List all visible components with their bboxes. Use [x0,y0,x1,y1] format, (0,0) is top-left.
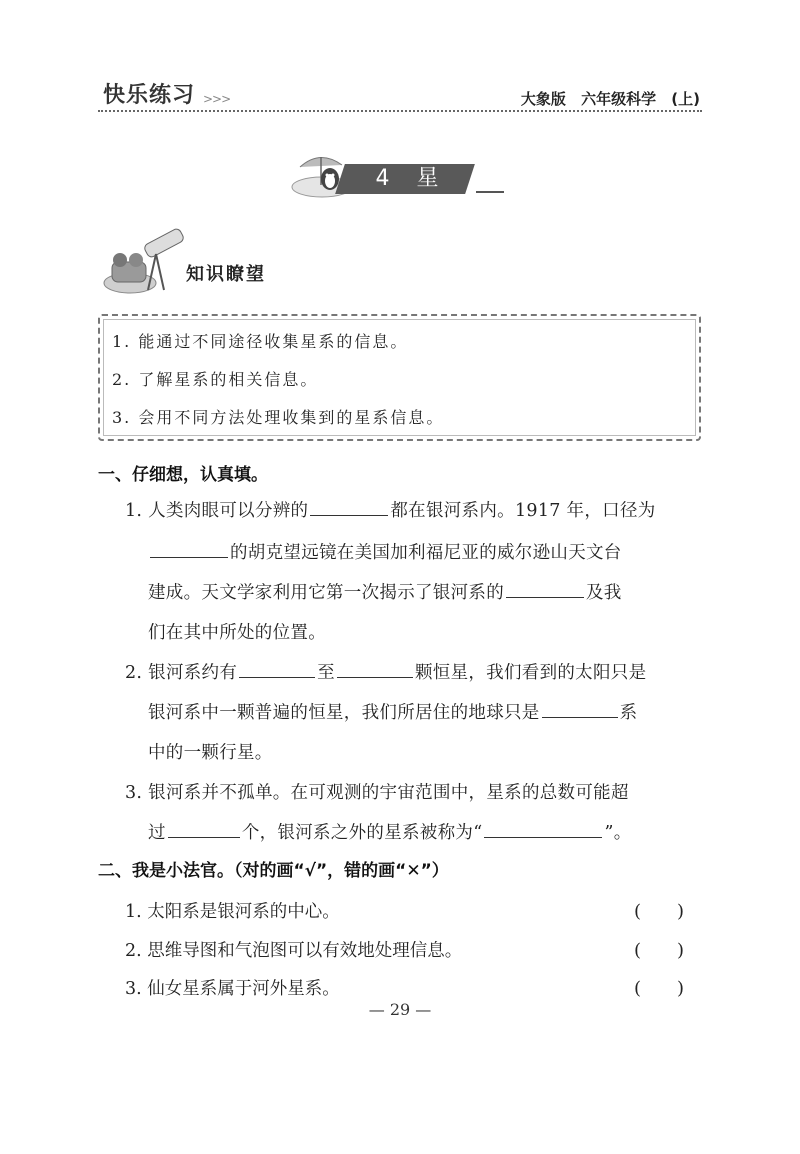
telescope-icon [98,228,188,298]
answer-parentheses[interactable]: ( ) [634,978,685,999]
header-book-info [521,88,700,109]
question-1-line-1: 1. 人类肉眼可以分辨的 都在银河系内。1917 年，口径为 [125,501,656,521]
question-1-line-2: 的胡克望远镜在美国加利福尼亚的威尔逊山天文台 [148,539,622,564]
learning-goals-box [98,314,701,441]
learning-goal: 3. 会用不同方法处理收集到的星系信息。 [112,408,445,427]
answer-blank[interactable] [506,596,584,598]
header-arrows: >>> [203,92,231,106]
learning-goal: 1. 能通过不同途径收集星系的信息。 [112,332,409,351]
learning-goal: 2. 了解星系的相关信息。 [112,370,319,389]
header-edition: 大象版 [520,90,566,108]
answer-blank[interactable] [150,556,228,558]
answer-parentheses[interactable]: ( ) [634,901,685,922]
answer-blank[interactable] [337,676,413,678]
question-3-line-1: 3. 银河系并不孤单。在可观测的宇宙范围中，星系的总数可能超 [125,783,629,803]
question-2-line-3: 中的一颗行星。 [148,743,273,763]
question-1-line-4: 们在其中所处的位置。 [148,623,326,643]
section-1-heading: 一、仔细想，认真填。 [98,465,268,485]
true-false-item: 2. 思维导图和气泡图可以有效地处理信息。 [125,941,463,961]
section-2-heading: 二、我是小法官。（对的画“√”，错的画“✕”） [98,861,449,881]
knowledge-section-title: 知识瞭望 [186,264,266,285]
true-false-item: 3. 仙女星系属于河外星系。 [125,979,340,999]
question-1-line-3: 建成。天文学家利用它第一次揭示了银河系的 及我 [148,583,622,603]
lesson-title: 4 星 系 [375,166,449,221]
true-false-item: 1. 太阳系是银河系的中心。 [125,902,340,922]
answer-blank[interactable] [542,716,618,718]
question-3-line-2: 过 个，银河系之外的星系被称为“ ”。 [148,823,632,843]
answer-blank[interactable] [239,676,315,678]
lesson-title-underline [476,191,504,193]
answer-blank[interactable] [484,836,602,838]
header-course: 六年级科学 (上) [581,90,700,108]
answer-blank[interactable] [168,836,240,838]
answer-parentheses[interactable]: ( ) [634,940,685,961]
header-divider [98,110,702,112]
answer-blank[interactable] [310,514,388,516]
question-2-line-2: 银河系中一颗普遍的恒星，我们所居住的地球只是 系 [148,703,638,723]
page-number: — 29 — [368,1000,432,1019]
question-2-line-1: 2. 银河系约有 至 颗恒星，我们看到的太阳只是 [125,663,647,683]
header-brand: 快乐练习 [103,83,196,108]
